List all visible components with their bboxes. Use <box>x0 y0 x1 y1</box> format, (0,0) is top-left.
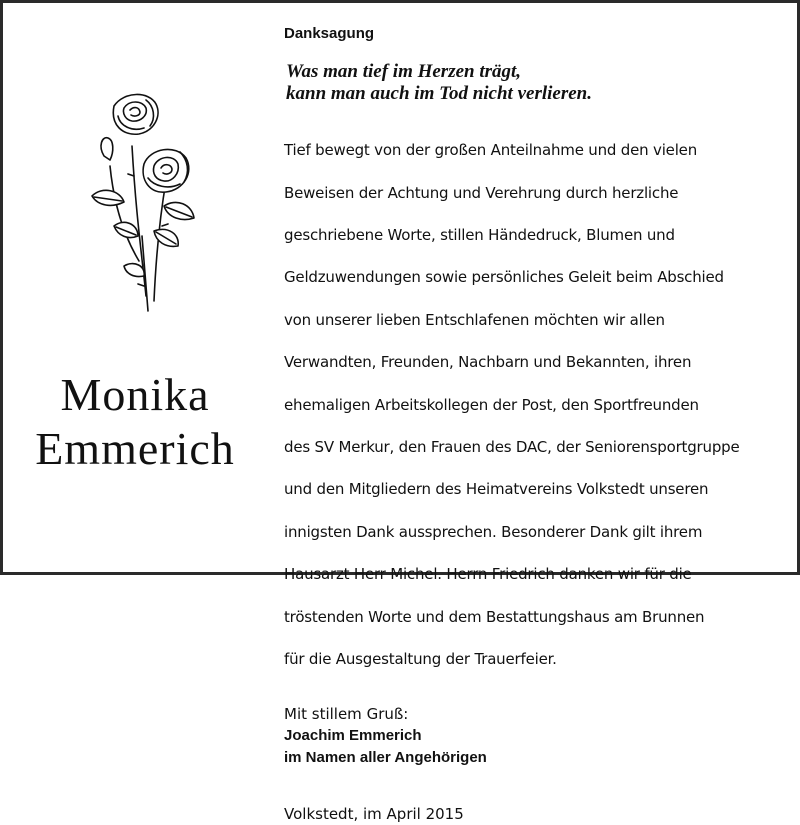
deceased-first-name: Monika <box>60 369 210 420</box>
signer-note: im Namen aller Angehörigen <box>284 749 487 767</box>
body-line: ehemaligen Arbeitskollegen der Post, den Sportfreunden <box>284 395 699 414</box>
body-line: und den Mitgliedern des Heimatvereins Volkstedt unseren <box>284 480 709 499</box>
thank-you-text <box>284 119 784 691</box>
place-and-date: Volkstedt, im April 2015 <box>284 805 464 824</box>
quote-line-1: Was man tief im Herzen trägt, <box>286 61 522 82</box>
body-line: tröstenden Worte und dem Bestattungshaus am Brunnen <box>284 607 705 626</box>
body-line: Hausarzt Herr Michel. Herrn Friedrich danken wir für die <box>284 565 692 584</box>
body-line: für die Ausgestaltung der Trauerfeier. <box>284 650 557 669</box>
body-line: Geldzuwendungen sowie persönliches Geleit beim Abschied <box>284 268 724 287</box>
deceased-last-name: Emmerich <box>35 423 235 474</box>
body-line: geschriebene Worte, stillen Händedruck, Blumen und <box>284 226 675 245</box>
closing-block <box>284 703 784 769</box>
deceased-name <box>4 368 266 476</box>
signer-name: Joachim Emmerich <box>284 727 422 745</box>
memorial-quote <box>284 61 784 105</box>
notice-heading: Danksagung <box>284 25 375 42</box>
body-line: Verwandten, Freunden, Nachbarn und Bekannten, ihren <box>284 353 692 372</box>
rose-icon <box>84 86 204 326</box>
left-column <box>4 4 266 564</box>
body-line: des SV Merkur, den Frauen des DAC, der Seniorensportgruppe <box>284 438 740 457</box>
body-line: Beweisen der Achtung und Verehrung durch herzliche <box>284 183 679 202</box>
quote-line-2: kann man auch im Tod nicht verlieren. <box>286 83 592 104</box>
body-line: innigsten Dank aussprechen. Besonderer Dank gilt ihrem <box>284 522 703 541</box>
right-column <box>284 20 784 825</box>
body-line: Tief bewegt von der großen Anteilnahme und den vielen <box>284 141 697 160</box>
body-line: von unserer lieben Entschlafenen möchten wir allen <box>284 310 665 329</box>
closing-greeting: Mit stillem Gruß: <box>284 705 409 724</box>
